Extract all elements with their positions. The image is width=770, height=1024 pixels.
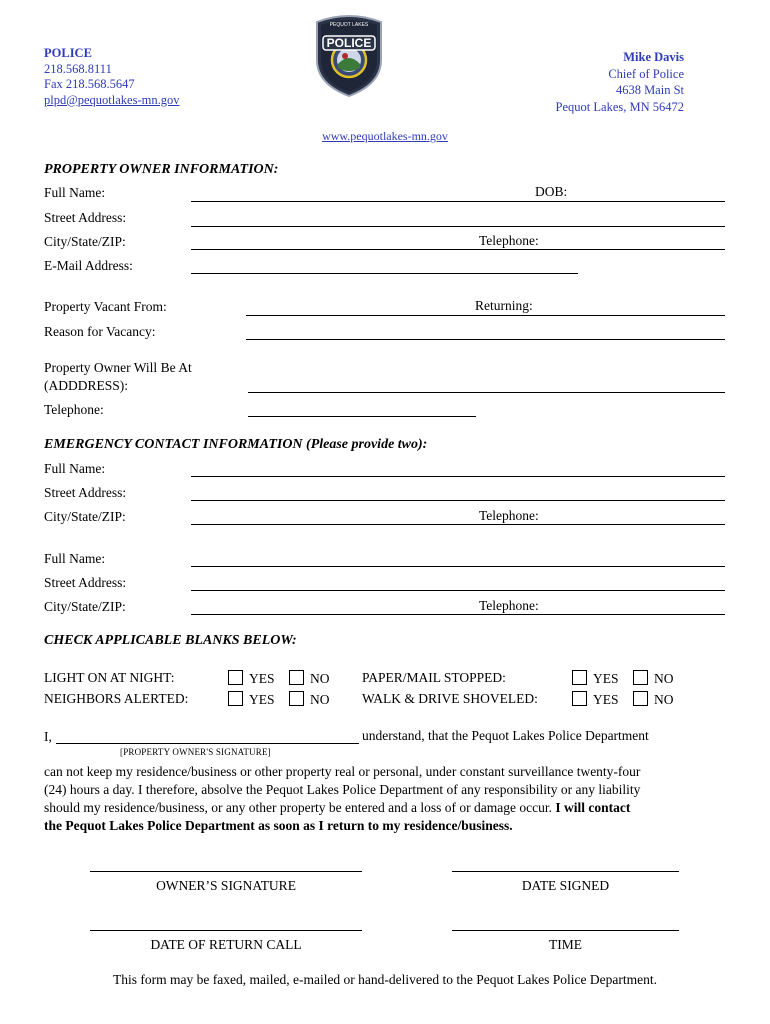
dept-fax: Fax 218.568.5647	[44, 77, 135, 91]
light-no-label: NO	[310, 671, 330, 686]
agreement-line3-bold: I will contact	[555, 800, 631, 815]
agreement-understand: understand, that the Pequot Lakes Police Department	[362, 728, 649, 743]
agreement-line3-plain: should my residence/business, or any other property be entered and a loss of or damage occur.	[44, 800, 556, 815]
ec2-full-name-label: Full Name:	[44, 551, 106, 566]
reason-label: Reason for Vacancy:	[44, 324, 156, 339]
ec2-street-label: Street Address:	[44, 575, 127, 590]
header-contact-right	[556, 49, 684, 115]
time-field[interactable]	[452, 930, 679, 931]
ec1-telephone-label: Telephone:	[479, 508, 539, 523]
time-caption: TIME	[549, 937, 582, 952]
ec2-city-label: City/State/ZIP:	[44, 599, 126, 614]
walk-yes-label: YES	[593, 692, 619, 707]
owner-section-title: PROPERTY OWNER INFORMATION:	[44, 162, 279, 177]
dept-phone: 218.568.8111	[44, 61, 112, 76]
dept-title: POLICE	[44, 46, 92, 60]
badge-main-text: POLICE	[326, 36, 372, 50]
owner-signature-caption: OWNER’S SIGNATURE	[156, 878, 296, 893]
paper-no-label: NO	[654, 671, 674, 686]
walk-no[interactable]	[633, 691, 674, 708]
owner-email-field[interactable]	[191, 273, 578, 274]
paper-yes-checkbox[interactable]	[572, 670, 587, 685]
agreement-line4: the Pequot Lakes Police Department as soon as I return to my residence/business.	[44, 818, 513, 833]
paper-no-checkbox[interactable]	[633, 670, 648, 685]
paper-no[interactable]	[633, 670, 674, 687]
paper-yes-label: YES	[593, 671, 619, 686]
owner-street-field[interactable]	[191, 226, 725, 227]
walk-no-label: NO	[654, 692, 674, 707]
ec1-full-name-field[interactable]	[191, 476, 725, 477]
owner-email-label: E-Mail Address:	[44, 258, 133, 273]
will-be-at-field[interactable]	[248, 392, 725, 393]
walk-no-checkbox[interactable]	[633, 691, 648, 706]
reason-field[interactable]	[246, 339, 725, 340]
ec1-street-label: Street Address:	[44, 485, 127, 500]
chief-name: Mike Davis	[623, 50, 684, 64]
ec2-street-field[interactable]	[191, 590, 725, 591]
agreement-lead: I,	[44, 729, 52, 744]
neighbors-no-checkbox[interactable]	[289, 691, 304, 706]
ec2-city-field[interactable]	[191, 614, 725, 615]
ec2-telephone-label: Telephone:	[479, 598, 539, 613]
agreement-line1: can not keep my residence/business or other property real or personal, under constant surveillance twenty-four	[44, 764, 641, 779]
website-link[interactable]: www.pequotlakes-mn.gov	[322, 129, 448, 143]
paper-label: PAPER/MAIL STOPPED:	[362, 670, 506, 685]
agreement-line3	[44, 799, 734, 817]
ec1-city-field[interactable]	[191, 524, 725, 525]
owner-full-name-field[interactable]	[191, 201, 725, 202]
owner-telephone2-field[interactable]	[248, 416, 476, 417]
ec2-full-name-field[interactable]	[191, 566, 725, 567]
date-signed-caption: DATE SIGNED	[521, 878, 610, 893]
will-be-at-line2: (ADDDRESS):	[44, 378, 129, 393]
owner-telephone-label: Telephone:	[479, 233, 539, 248]
ec1-city-label: City/State/ZIP:	[44, 509, 126, 524]
badge-top-text: PEQUOT LAKES	[329, 22, 369, 28]
neighbors-no-label: NO	[310, 692, 330, 707]
light-yes-label: YES	[249, 671, 275, 686]
light-label: LIGHT ON AT NIGHT:	[44, 670, 175, 685]
emergency-section-title: EMERGENCY CONTACT INFORMATION (Please provide two):	[44, 437, 428, 452]
light-yes[interactable]	[228, 670, 275, 687]
owner-city-label: City/State/ZIP:	[44, 234, 126, 249]
footer-note: This form may be faxed, mailed, e-mailed or hand-delivered to the Pequot Lakes Police Department.	[113, 972, 657, 987]
return-call-caption: DATE OF RETURN CALL	[150, 937, 302, 952]
walk-yes[interactable]	[572, 691, 619, 708]
neighbors-yes-label: YES	[249, 692, 275, 707]
agreement-paragraph	[44, 763, 734, 835]
paper-yes[interactable]	[572, 670, 619, 687]
owner-dob-label: DOB:	[535, 184, 568, 199]
neighbors-yes-checkbox[interactable]	[228, 691, 243, 706]
light-no-checkbox[interactable]	[289, 670, 304, 685]
owner-city-field[interactable]	[191, 249, 725, 250]
walk-label: WALK & DRIVE SHOVELED:	[362, 691, 538, 706]
vacant-from-label: Property Vacant From:	[44, 299, 167, 314]
light-no[interactable]	[289, 670, 330, 687]
walk-yes-checkbox[interactable]	[572, 691, 587, 706]
neighbors-no[interactable]	[289, 691, 330, 708]
address-line1: 4638 Main St	[615, 83, 684, 97]
dept-email-link[interactable]: plpd@pequotlakes-mn.gov	[44, 92, 180, 107]
agreement-line2: (24) hours a day. I therefore, absolve the Pequot Lakes Police Department of any responsibility or any liability	[44, 782, 641, 797]
returning-label: Returning:	[475, 298, 533, 313]
owner-telephone2-label: Telephone:	[44, 402, 104, 417]
address-line2: Pequot Lakes, MN 56472	[555, 99, 684, 114]
owner-full-name-label: Full Name:	[44, 185, 106, 200]
police-badge-logo	[311, 12, 387, 98]
chief-title: Chief of Police	[608, 66, 684, 81]
will-be-at-line1: Property Owner Will Be At	[44, 360, 192, 375]
owner-signature-field[interactable]	[90, 871, 362, 872]
ec1-street-field[interactable]	[191, 500, 725, 501]
neighbors-yes[interactable]	[228, 691, 275, 708]
will-be-at-label	[44, 359, 192, 395]
neighbors-label: NEIGHBORS ALERTED:	[44, 691, 189, 706]
agreement-name-field[interactable]	[56, 743, 359, 744]
owner-street-label: Street Address:	[44, 210, 127, 225]
date-signed-field[interactable]	[452, 871, 679, 872]
return-call-field[interactable]	[90, 930, 362, 931]
checks-section-title: CHECK APPLICABLE BLANKS BELOW:	[44, 633, 297, 648]
ec1-full-name-label: Full Name:	[44, 461, 106, 476]
vacant-from-field[interactable]	[246, 315, 725, 316]
signature-hint: [PROPERTY OWNER'S SIGNATURE]	[120, 747, 271, 757]
header-contact-left	[44, 46, 179, 108]
light-yes-checkbox[interactable]	[228, 670, 243, 685]
